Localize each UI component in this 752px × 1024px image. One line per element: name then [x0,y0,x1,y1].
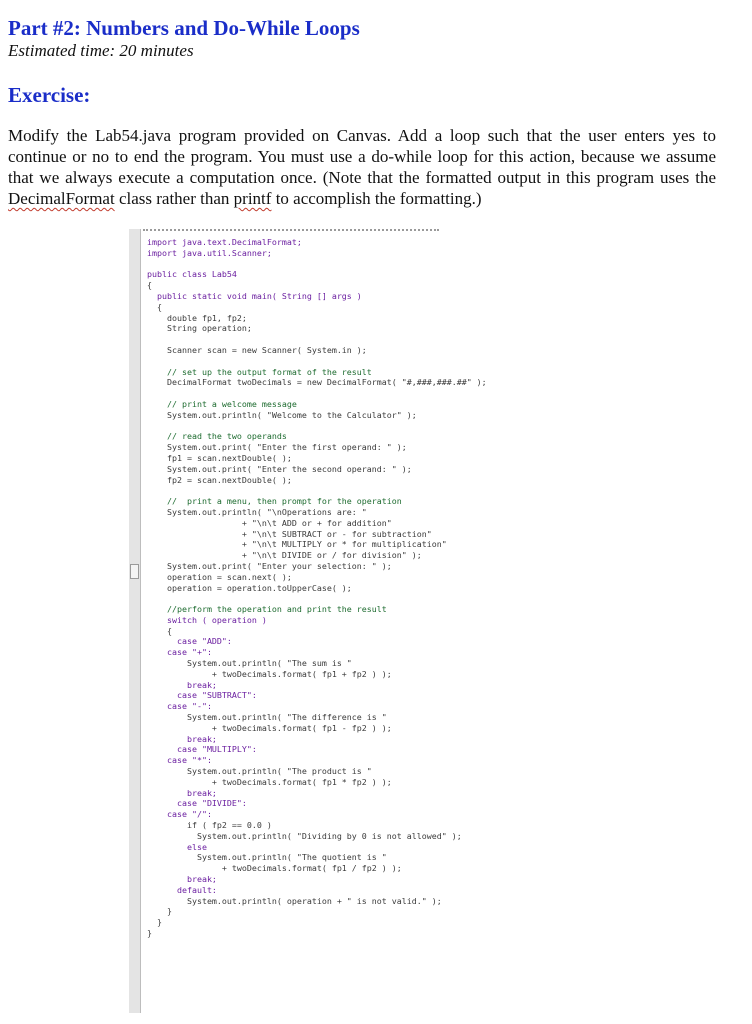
code-line [147,485,747,496]
code-line: break; [147,787,217,798]
code-line: import java.util.Scanner; [147,247,272,258]
code-line: case "SUBTRACT": [147,690,257,701]
code-line [147,388,747,399]
page-title: Part #2: Numbers and Do-While Loops [8,16,360,40]
code-line: { [147,301,162,312]
code-line [147,356,747,367]
code-line [147,593,747,604]
paragraph-text-1: Modify the Lab54.java program provided on Canvas. Add a loop such that the user enters yes to continue or no to end the program. You must use a do-while loop for this action, because we assume that we always execute a computation once. (Note that the formatted output in this program uses the [8,126,716,187]
code-line: fp1 = scan.nextDouble( ); [147,452,292,463]
code-line: // set up the output format of the result [147,366,372,377]
code-line [147,259,747,270]
code-line: + twoDecimals.format( fp1 / fp2 ) ); [147,863,402,874]
code-line: // print a menu, then prompt for the operation [147,496,402,507]
code-line: } [147,906,172,917]
code-line: } [147,928,152,938]
code-line: if ( fp2 == 0.0 ) [147,820,272,831]
code-line: System.out.println( "\nOperations are: " [147,506,367,517]
code-line: + "\n\t ADD or + for addition" [147,517,392,528]
code-line: System.out.print( "Enter the first operand: " ); [147,442,407,453]
gutter-marker [130,564,139,579]
code-line: { [147,625,172,636]
code-line [147,334,747,345]
code-line: + twoDecimals.format( fp1 + fp2 ) ); [147,668,392,679]
estimated-time: Estimated time: 20 minutes [8,41,194,60]
code-line: //perform the operation and print the result [147,604,387,615]
code-line: import java.text.DecimalFormat; [147,237,302,247]
code-line: System.out.print( "Enter the second operand: " ); [147,463,412,474]
code-line: System.out.println( "The sum is " [147,658,352,669]
exercise-heading: Exercise: [8,83,91,107]
code-line: case "MULTIPLY": [147,744,257,755]
code-line: System.out.println( "Welcome to the Calculator" ); [147,409,417,420]
exercise-paragraph [8,125,716,209]
code-line: System.out.print( "Enter your selection: " ); [147,560,392,571]
code-line: break; [147,874,217,885]
code-line: { [147,280,152,291]
code-line: switch ( operation ) [147,614,267,625]
code-line: public class Lab54 [147,269,237,280]
code-line: + twoDecimals.format( fp1 - fp2 ) ); [147,722,392,733]
code-line: case "*": [147,755,212,766]
code-line: Scanner scan = new Scanner( System.in ); [147,344,367,355]
code-line: DecimalFormat twoDecimals = new DecimalFormat( "#,###,###.##" ); [147,377,487,388]
code-line: default: [147,884,217,895]
code-line: System.out.println( operation + " is not valid." ); [147,895,442,906]
code-line: + "\n\t DIVIDE or / for division" ); [147,550,422,561]
code-line: case "ADD": [147,636,232,647]
code-line: + "\n\t SUBTRACT or - for subtraction" [147,528,432,539]
code-line: break; [147,679,217,690]
code-line: System.out.println( "Dividing by 0 is not allowed" ); [147,830,462,841]
code-line: case "/": [147,809,212,820]
code-line: operation = operation.toUpperCase( ); [147,582,352,593]
code-line: else [147,841,207,852]
code-listing [147,237,747,939]
code-line: case "+": [147,647,212,658]
code-line: public static void main( String [] args ) [147,290,362,301]
code-line: + twoDecimals.format( fp1 * fp2 ) ); [147,776,392,787]
code-line: // print a welcome message [147,398,297,409]
code-line: System.out.println( "The difference is " [147,712,387,723]
term-decimalformat: DecimalFormat [8,189,115,208]
code-line: double fp1, fp2; [147,312,247,323]
code-line: fp2 = scan.nextDouble( ); [147,474,292,485]
code-line: } [147,917,162,928]
code-line: operation = scan.next( ); [147,571,292,582]
editor-gutter [129,229,141,1013]
code-line: // read the two operands [147,431,287,442]
term-printf: printf [233,189,272,208]
paragraph-text-2: class rather than [114,189,234,208]
code-line: break; [147,733,217,744]
paragraph-text-3: to accomplish the formatting.) [271,189,482,208]
code-line [147,421,747,432]
code-line: + "\n\t MULTIPLY or * for multiplication" [147,539,447,550]
code-line: String operation; [147,323,252,334]
code-line: System.out.println( "The product is " [147,766,372,777]
code-line: System.out.println( "The quotient is " [147,852,387,863]
editor-top-divider [143,229,439,231]
code-line: case "DIVIDE": [147,798,247,809]
code-line: case "-": [147,701,212,712]
